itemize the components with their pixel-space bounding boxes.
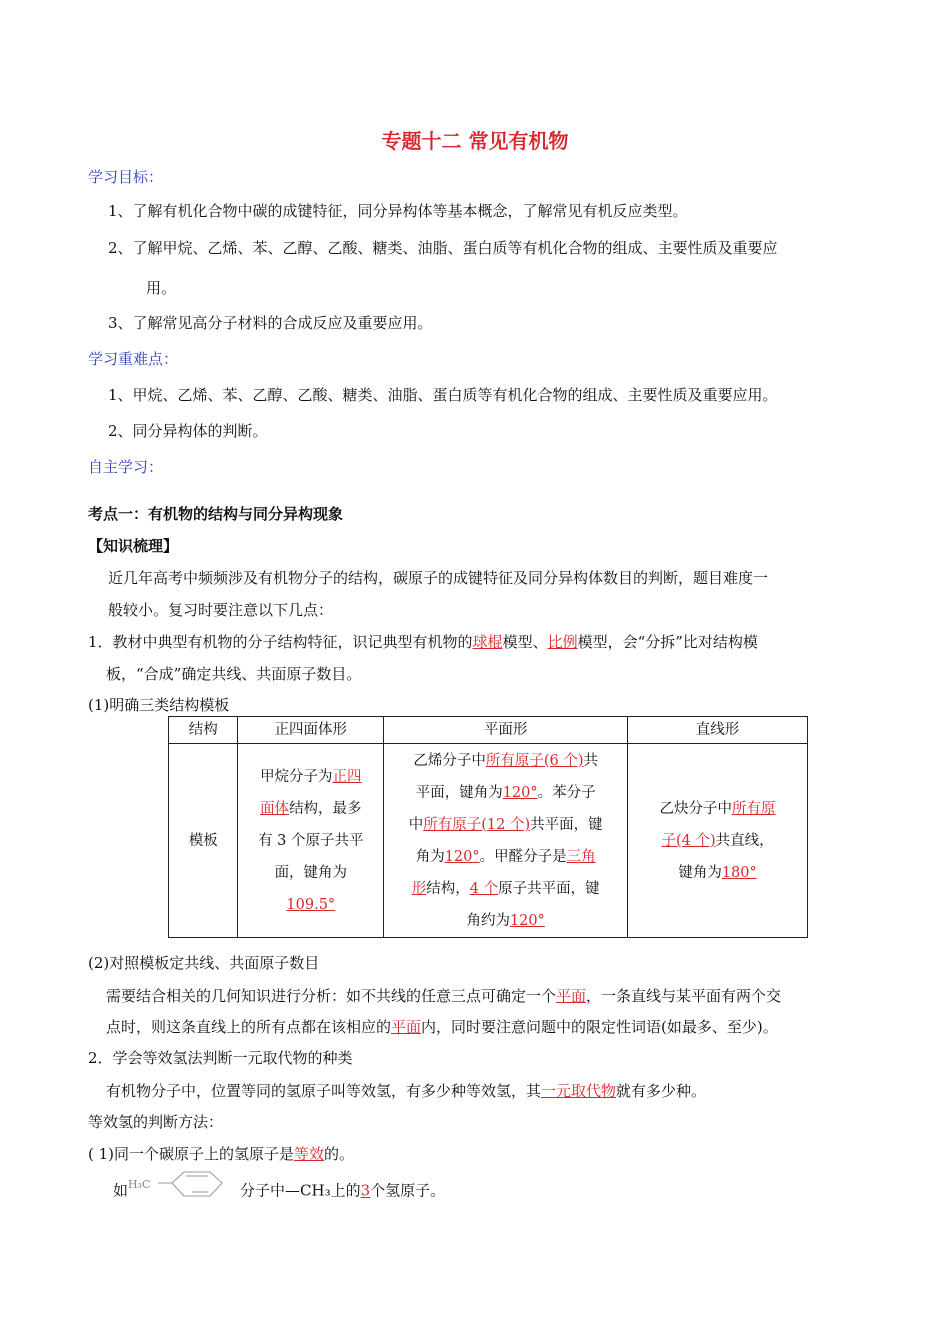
row-label: 模板: [169, 744, 238, 938]
goal-item: 3、了解常见高分子材料的合成反应及重要应用。: [108, 314, 433, 332]
intro-line: 近几年高考中频频涉及有机物分子的结构，碳原子的成键特征及同分异构体数目的判断，题目难度一: [108, 569, 769, 587]
table-header: 平面形: [384, 717, 628, 744]
toluene-structure-icon: [128, 1170, 240, 1210]
subsection-2: (2)对照模板定共线、共面原子数目: [88, 954, 320, 972]
paragraph-2: 需要结合相关的几何知识进行分析：如不共线的任意三点可确定一个平面，一条直线与某平面有两个交: [106, 987, 782, 1005]
goal-item: 2、了解甲烷、乙烯、苯、乙醇、乙酸、糖类、油脂、蛋白质等有机化合物的组成、主要性质及重要应: [108, 239, 778, 257]
paragraph-2-cont: 点时，则这条直线上的所有点都在该相应的平面内，同时要注意问题中的限定性词语(如最多、至少)。: [106, 1018, 778, 1036]
highlight-term: 平面: [391, 1018, 422, 1036]
highlight-term: 比例: [547, 633, 578, 651]
intro-line: 般较小。复习时要注意以下几点：: [108, 601, 334, 619]
key-points-heading: 学习重难点：: [88, 350, 179, 368]
paragraph-6: ( 1)同一个碳原子上的氢原子是等效的。: [88, 1145, 355, 1163]
highlight-term: 等效: [294, 1145, 325, 1163]
highlight-term: 平面: [556, 987, 587, 1005]
svg-text:H₃C: H₃C: [128, 1178, 151, 1191]
highlight-term: 球棍: [472, 633, 503, 651]
table-header: 直线形: [628, 717, 808, 744]
topic-heading: 考点一：有机物的结构与同分异构现象: [88, 505, 344, 523]
highlight-term: 一元取代物: [541, 1082, 617, 1100]
highlight-term: 3: [360, 1181, 371, 1200]
linear-cell: 乙炔分子中所有原 子(4 个)共直线， 键角为180°: [628, 744, 808, 938]
goal-item: 1、了解有机化合物中碳的成键特征，同分异构体等基本概念，了解常见有机反应类型。: [108, 202, 688, 220]
paragraph-3: 2．学会等效氢法判断一元取代物的种类: [88, 1049, 353, 1067]
paragraph-7: 如 H₃C 分子中—CH₃上的3个氢原子。: [113, 1170, 445, 1210]
paragraph-4: 有机物分子中，位置等同的氢原子叫等效氢，有多少种等效氢，其一元取代物就有多少种。: [106, 1082, 707, 1100]
subsection-1: (1)明确三类结构模板: [88, 696, 230, 714]
tetrahedral-cell: 甲烷分子为正四 面体结构，最多 有 3 个原子共平 面，键角为 109.5°: [238, 744, 384, 938]
paragraph-5: 等效氢的判断方法：: [88, 1113, 224, 1131]
goal-item: 用。: [146, 279, 177, 297]
key-point-item: 1、甲烷、乙烯、苯、乙醇、乙酸、糖类、油脂、蛋白质等有机化合物的组成、主要性质及重要应用。: [108, 386, 778, 404]
goals-heading: 学习目标：: [88, 168, 164, 186]
paragraph-1-cont: 板，“合成”确定共线、共面原子数目。: [106, 665, 362, 683]
topic-subheading: 【知识梳理】: [88, 537, 179, 555]
paragraph-1: 1．教材中典型有机物的分子结构特征，识记典型有机物的球棍模型、比例模型，会“分拆”比对结构模: [88, 633, 758, 651]
table-header: 结构: [169, 717, 238, 744]
table-header: 正四面体形: [238, 717, 384, 744]
planar-cell: 乙烯分子中所有原子(6 个)共 平面，键角为120°。苯分子 中所有原子(12 个)共平面，键 角为120°。甲醛分子是三角 形结构，4 个原子共平面，键 角约为120°: [384, 744, 628, 938]
page-title: 专题十二 常见有机物: [381, 129, 569, 153]
self-study-heading: 自主学习：: [88, 458, 164, 476]
structure-template-table: [168, 716, 808, 938]
key-point-item: 2、同分异构体的判断。: [108, 422, 268, 440]
